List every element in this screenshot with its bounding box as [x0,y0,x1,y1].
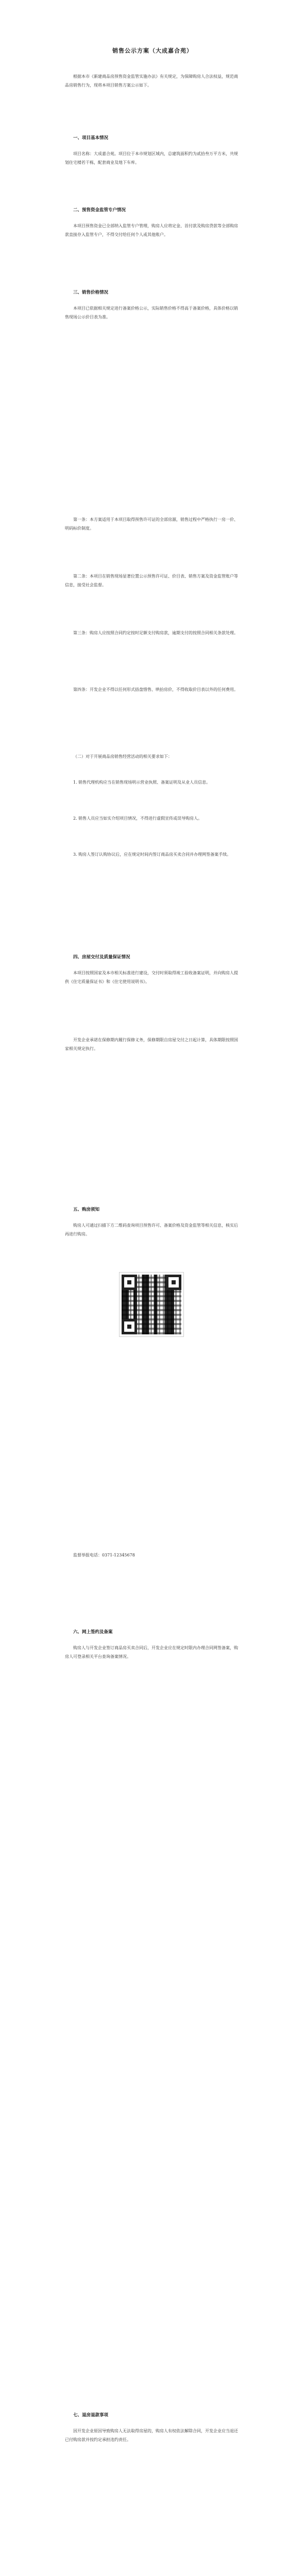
body-paragraph: 本项目按照国家及本市相关标准进行建设，交付时须取得竣工验收备案证明，并向购房人提供《住宅质量保证书》和《住宅使用说明书》。 [65,971,238,984]
qr-finder [122,1319,137,1334]
page-title: 销售公示方案（大成嘉合苑） [112,47,193,54]
section-heading: 二、预售资金监管专户情况 [73,208,126,213]
body-paragraph: 第一条：本方案适用于本项目取得预售许可证的全部房源，销售过程中严格执行一房一价、明码标价制度。 [65,517,238,531]
section-heading: 一、项目基本情况 [73,135,109,141]
qr-code-icon[interactable] [120,1273,183,1336]
section-heading: 四、房屋交付及质量保证情况 [73,955,130,960]
body-paragraph: （二）对于开展商品房销售经营活动的相关要求如下： [73,754,172,759]
body-paragraph: 本项目已依据相关规定进行备案价格公示，实际销售价格不得高于备案价格，具体价格以销售现场公示价目表为准。 [65,306,238,319]
body-paragraph: 第四条：开发企业不得以任何形式捂盘惜售、哄抬房价，不得收取价目表以外的任何费用。 [73,687,238,692]
body-paragraph: 项目名称：大成嘉合苑。项目位于本市规划区域内，总建筑面积约为贰拾叁万平方米，共规划住宅楼若干栋，配套商业及地下车库。 [65,151,238,165]
section-heading: 三、销售价格情况 [73,290,109,295]
body-paragraph: 1. 销售代理机构应当在销售现场明示营业执照、备案证明及从业人员信息。 [73,780,211,785]
body-paragraph: 本项目预售资金已全部纳入监管专户管理，购房人应将定金、首付款及购房贷款等全部购房款直接存入监管专户，不得交付给任何个人或其他账户。 [65,224,238,237]
qr-finder [122,1275,137,1290]
body-paragraph: 2. 销售人员应当如实介绍项目情况，不得进行虚假宣传或误导购房人。 [73,816,202,821]
contact-phone: 监督举报电话：0371-12345678 [73,1553,135,1557]
qr-finder [166,1275,181,1290]
section-heading: 七、退房退款事项 [73,2413,109,2418]
body-paragraph: 因开发企业原因导致购房人无法取得房屋的，购房人有权依法解除合同，开发企业应当退还已付购房款并按约定承担违约责任。 [65,2429,238,2442]
section-heading: 六、网上签约及备案 [73,1630,113,1635]
body-paragraph: 第二条：本项目在销售现场显著位置公示预售许可证、价目表、销售方案及资金监管账户等信息，接受社会监督。 [65,574,238,587]
body-paragraph: 开发企业承诺在保修期内履行保修义务，保修期限自房屋交付之日起计算，具体期限按照国家相关规定执行。 [65,1038,238,1051]
body-paragraph: 购房人可通过扫描下方二维码查询项目预售许可、备案价格及资金监管等相关信息，核实后再进行购房。 [65,1223,238,1236]
body-paragraph: 3. 购房人签订认购协议后，应在规定时间内签订商品房买卖合同并办理网签备案手续。 [73,852,231,857]
body-paragraph: 购房人与开发企业签订商品房买卖合同后，开发企业应在规定时限内办理合同网签备案，购房人可登录相关平台查询备案情况。 [65,1646,238,1659]
body-paragraph: 第三条：购房人应按照合同约定按时足额支付购房款，逾期支付的按照合同相关条款处理。 [73,631,238,635]
intro-paragraph: 根据本市《新建商品房预售资金监管实施办法》有关规定，为保障购房人合法权益，规范商品房销售行为，现将本项目销售方案公示如下。 [65,74,238,88]
section-heading: 五、购房须知 [73,1207,100,1212]
